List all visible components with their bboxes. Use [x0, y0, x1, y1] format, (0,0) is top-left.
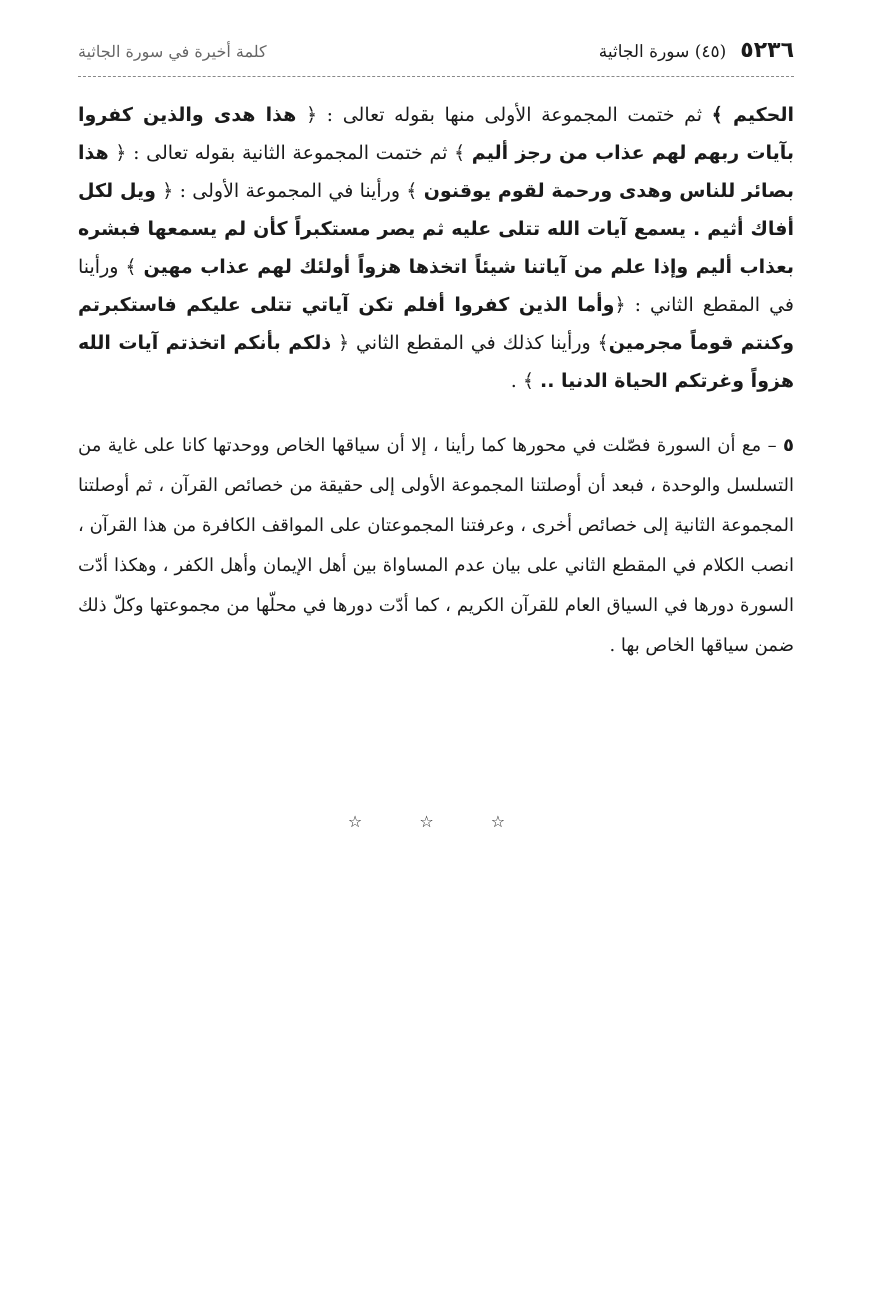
section-separator-stars: ☆ ☆ ☆: [347, 812, 532, 831]
quote-text: هذا هدى والذين كفروا بآيات ربهم لهم عذاب من رجز أليم: [78, 104, 794, 164]
quote-text: ذلكم بأنكم اتخذتم آيات الله هزواً وغرتكم الحياة الدنيا ..: [78, 332, 794, 392]
header-divider: [78, 76, 794, 77]
surah-name: (٤٥) سورة الجاثية: [598, 42, 727, 62]
paragraph-2: [78, 426, 794, 666]
commentary-text: ثم ختمت المجموعة الأولى منها بقوله تعالى : ﴿: [296, 104, 712, 126]
quote-text: هذا بصائر للناس وهدى ورحمة لقوم يوقنون: [78, 142, 794, 202]
quote-text: ويل لكل أفاك أثيم . يسمع آيات الله تتلى عليه ثم يصر مستكبراً كأن لم يسمعها فبشره بعذاب أليم وإذا علم من آياتنا شيئاً اتخذها هزواً أولئك لهم عذاب مهين: [78, 180, 795, 278]
book-title: كلمة أخيرة في سورة الجاثية: [78, 42, 267, 61]
page-number: ٥٢٣٦: [740, 38, 794, 63]
header-right-group: [599, 38, 794, 63]
section-dash: –: [761, 435, 783, 456]
body-text: [78, 96, 794, 666]
paragraph-2-text: مع أن السورة فصّلت في محورها كما رأينا ، إلا أن سياقها الخاص ووحدتها كانا على غاية من التسلسل والوحدة ، فبعد أن أوصلتنا المجموعة الأولى إلى حقيقة من خصائص القرآن ، ثم أوصلتنا المجموعة الثانية إلى خصائص أخرى ، وعرفتنا المجموعتان على المواقف الكافرة من هذا القرآن ، انصب الكلام في المقطع الثاني على بيان عدم المساواة بين أهل الإيمان وأهل الكفر ، وهكذا أدّت السورة دورها في السياق العام للقرآن الكريم ، كما أدّت دورها في محلّها من مجموعتها وكلّ ذلك ضمن سياقها الخاص بها .: [78, 435, 794, 656]
commentary-text: ﴾ ورأينا في المجموعة الأولى : ﴿: [155, 180, 424, 202]
commentary-text: ﴾ ثم ختمت المجموعة الثانية بقوله تعالى : ﴿: [108, 142, 472, 164]
page-header: [78, 38, 794, 72]
commentary-text: ﴾ .: [510, 370, 540, 392]
quote-fragment: الحكيم ﴾: [711, 104, 794, 126]
section-number: ٥: [783, 435, 794, 456]
paragraph-1: [78, 96, 794, 400]
commentary-text: ﴾ ورأينا كذلك في المقطع الثاني ﴿: [331, 332, 609, 354]
commentary-text: ﴾ ورأينا في المقطع الثاني : ﴿: [78, 256, 794, 316]
quote-text: وأما الذين كفروا أفلم تكن آياتي تتلى عليكم فاستكبرتم وكنتم قوماً مجرمين: [78, 294, 794, 354]
